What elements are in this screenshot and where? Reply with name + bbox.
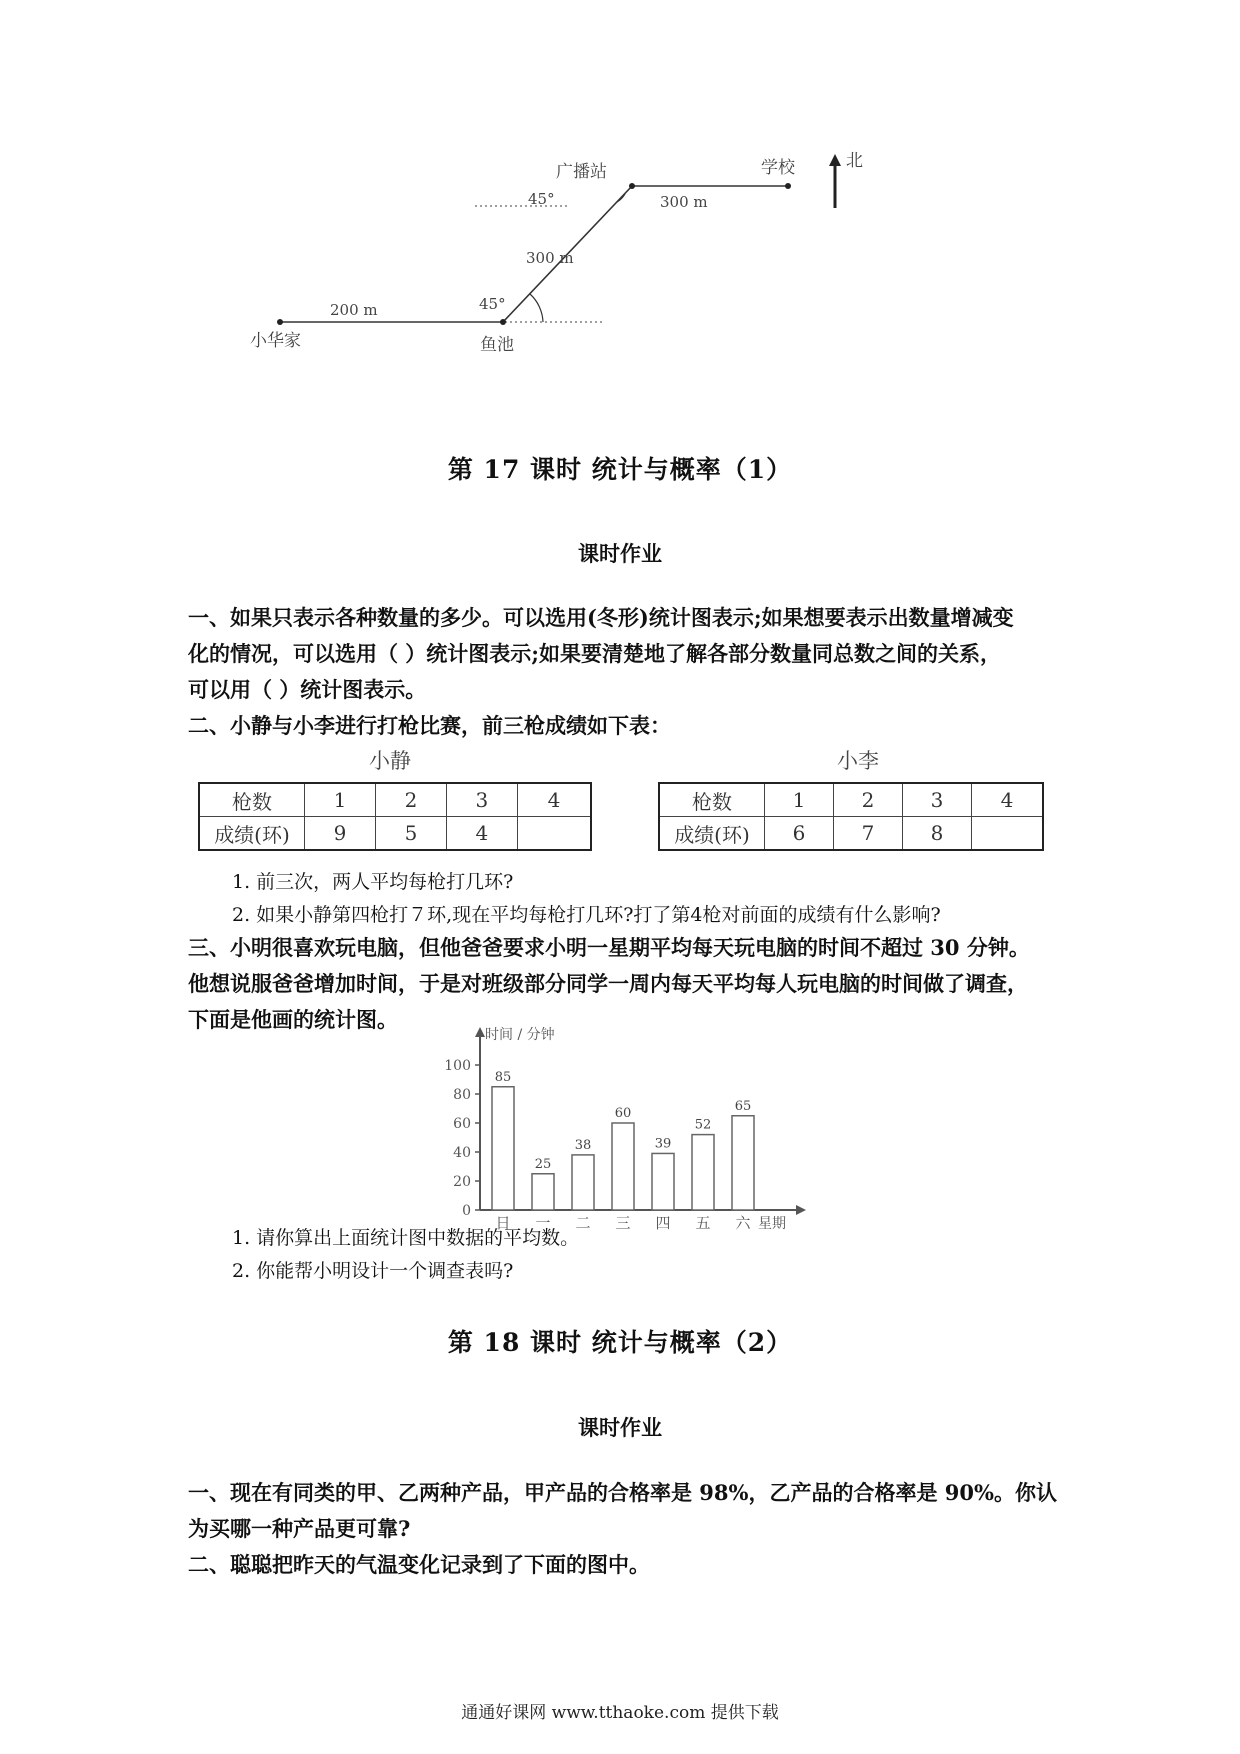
station-point [629, 183, 635, 189]
q2-sub2: 2. 如果小静第四枪打７环,现在平均每枪打几环?打了第4枪对前面的成绩有什么影响? [232, 904, 941, 926]
bar [652, 1153, 674, 1210]
school-point [785, 183, 791, 189]
label-fish-pond: 鱼池 [480, 335, 514, 355]
table-cell: 8 [902, 817, 971, 851]
screen-time-bar-chart [440, 1025, 820, 1232]
page-footer: 通通好课网 www.tthaoke.com 提供下载 [461, 1703, 779, 1723]
angle-arc-bottom [530, 294, 543, 322]
x-tick-label: 日 [495, 1214, 511, 1232]
lesson18-questions [188, 1475, 1068, 1583]
l18-q1-line2: 为买哪一种产品更可靠? [188, 1516, 411, 1541]
q3-sub2: 2. 你能帮小明设计一个调查表吗? [232, 1260, 514, 1282]
l18-q1-line1: 一、现在有同类的甲、乙两种产品，甲产品的合格率是 98%，乙产品的合格率是 90%。你认 [188, 1480, 1057, 1505]
bar [732, 1116, 754, 1210]
q3-line1: 三、小明很喜欢玩电脑，但他爸爸要求小明一星期平均每天玩电脑的时间不超过 30 分钟。 [188, 935, 1030, 960]
y-tick-label: 0 [462, 1203, 471, 1219]
label-dist-left: 200 m [330, 301, 378, 319]
x-axis-label: 星期 [758, 1216, 786, 1232]
table-cell: 2 [375, 783, 446, 817]
label-home: 小华家 [250, 331, 301, 351]
label-dist-diag: 300 m [526, 249, 574, 267]
label-school: 学校 [761, 158, 795, 178]
q2-line1: 二、小静与小李进行打枪比赛，前三枪成绩如下表： [188, 713, 671, 738]
table-cell [517, 817, 591, 851]
label-north: 北 [846, 151, 863, 171]
table-cell: 1 [765, 783, 834, 817]
y-axis-label: 时间 / 分钟 [485, 1027, 555, 1043]
x-tick-label: 五 [695, 1214, 711, 1232]
x-tick-label: 六 [735, 1214, 751, 1232]
table-cell: 9 [305, 817, 376, 851]
route-map-diagram [250, 150, 980, 410]
x-tick-label: 二 [575, 1214, 591, 1232]
score-table-xiaojing [198, 782, 592, 851]
bar-data-label: 65 [734, 1098, 752, 1114]
bar-data-label: 25 [534, 1156, 552, 1172]
table-cell: 4 [971, 783, 1043, 817]
bar-data-label: 85 [494, 1069, 512, 1085]
table-cell: 枪数 [199, 783, 305, 817]
lesson17-subtitle: 课时作业 [578, 541, 662, 566]
q1-line2: 化的情况，可以选用（ ）统计图表示;如果要清楚地了解各部分数量同总数之间的关系， [188, 641, 1002, 666]
north-arrow-head [829, 154, 841, 166]
bar [692, 1135, 714, 1210]
q3-line2: 他想说服爸爸增加时间，于是对班级部分同学一周内每天平均每人玩电脑的时间做了调查， [188, 971, 1028, 996]
y-axis-arrow [475, 1027, 485, 1037]
table-right-title: 小李 [837, 749, 879, 773]
x-tick-label: 四 [655, 1214, 671, 1232]
q3-sub1: 1. 请你算出上面统计图中数据的平均数。 [232, 1227, 580, 1249]
table-row [659, 783, 1043, 817]
q2-sub1: 1. 前三次，两人平均每枪打几环? [232, 871, 514, 893]
lesson17-question3 [188, 930, 1068, 1038]
score-table-xiaoli [658, 782, 1044, 851]
bar-data-label: 38 [574, 1137, 592, 1153]
table-cell: 3 [446, 783, 517, 817]
table-row [659, 817, 1043, 851]
bar [572, 1155, 594, 1210]
home-point [277, 319, 283, 325]
table-cell: 2 [833, 783, 902, 817]
table-row [199, 817, 591, 851]
table-cell: 成绩(环) [199, 817, 305, 851]
table-left-title: 小静 [369, 749, 411, 773]
table-cell: 枪数 [659, 783, 765, 817]
table-cell: 5 [375, 817, 446, 851]
bar-data-label: 39 [654, 1136, 672, 1152]
lesson18-title: 第 18 课时 统计与概率（2） [447, 1328, 793, 1357]
table-cell: 6 [765, 817, 834, 851]
label-broadcast-station: 广播站 [556, 162, 607, 182]
label-angle-top: 45° [528, 190, 555, 208]
x-tick-label: 一 [535, 1214, 551, 1232]
table-cell: 4 [517, 783, 591, 817]
table-row [199, 783, 591, 817]
y-tick-label: 100 [444, 1058, 471, 1074]
label-angle-bottom: 45° [479, 295, 506, 313]
y-tick-label: 20 [453, 1174, 471, 1190]
bar-data-label: 60 [614, 1106, 632, 1121]
table-cell: 7 [833, 817, 902, 851]
x-axis-arrow [796, 1205, 806, 1215]
q1-line1: 一、如果只表示各种数量的多少。可以选用(冬形)统计图表示;如果想要表示出数量增减变 [188, 605, 1014, 630]
table-cell: 1 [305, 783, 376, 817]
y-tick-label: 80 [453, 1087, 471, 1103]
label-dist-top: 300 m [660, 193, 708, 211]
table-cell: 3 [902, 783, 971, 817]
table-cell: 成绩(环) [659, 817, 765, 851]
table-cell: 4 [446, 817, 517, 851]
bar-data-label: 52 [694, 1117, 712, 1133]
bar [492, 1087, 514, 1210]
y-tick-label: 60 [453, 1116, 471, 1132]
bar [612, 1123, 634, 1210]
lesson17-question1 [188, 600, 1068, 744]
x-tick-label: 三 [615, 1214, 631, 1232]
q3-line3: 下面是他画的统计图。 [188, 1007, 398, 1032]
q1-line3: 可以用（ ）统计图表示。 [188, 677, 427, 702]
lesson18-subtitle: 课时作业 [578, 1415, 662, 1440]
y-tick-label: 40 [453, 1145, 471, 1161]
bar [532, 1174, 554, 1210]
l18-q2-line1: 二、聪聪把昨天的气温变化记录到了下面的图中。 [188, 1552, 650, 1577]
pond-point [500, 319, 506, 325]
table-cell [971, 817, 1043, 851]
lesson17-title: 第 17 课时 统计与概率（1） [447, 455, 793, 484]
